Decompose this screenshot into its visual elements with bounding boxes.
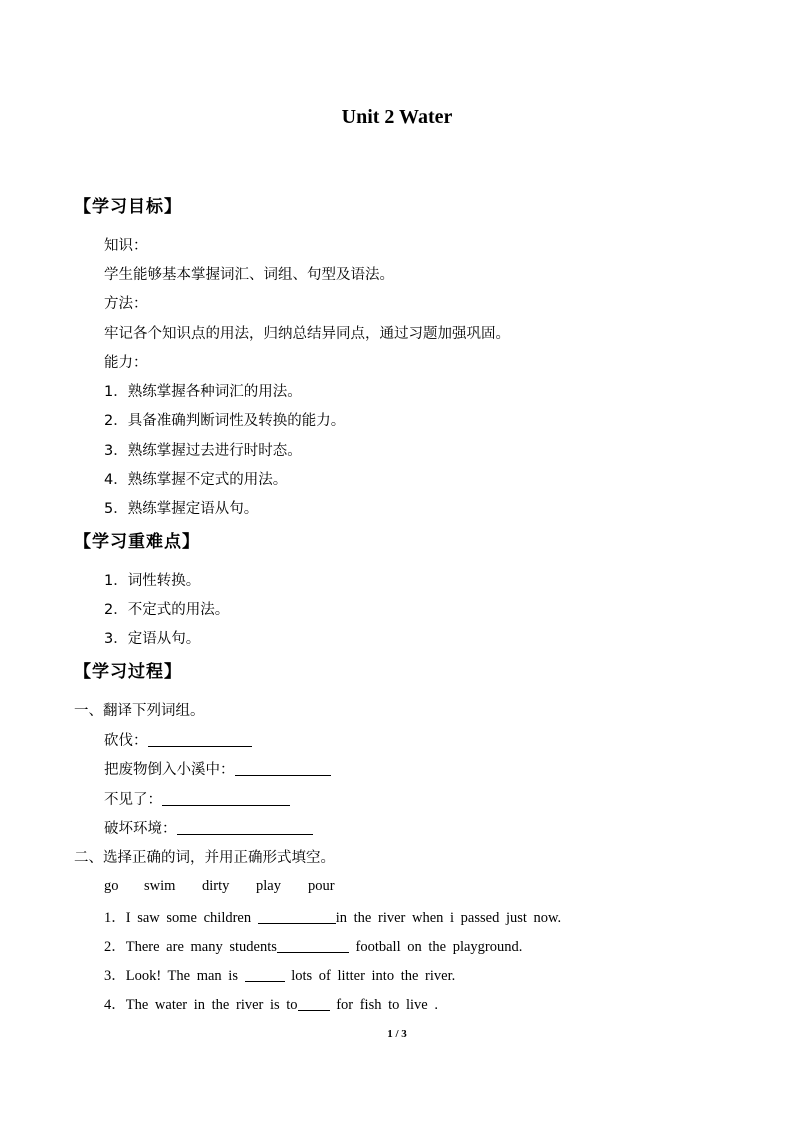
- ability-item: 5．熟练掌握定语从句。: [104, 501, 259, 517]
- translate-item: [104, 788, 290, 809]
- answer-blank[interactable]: [277, 938, 349, 953]
- translate-item-label: 把废物倒入小溪中：: [104, 762, 235, 778]
- question-text: 1．I saw some children: [104, 910, 258, 926]
- ability-item: 3．熟练掌握过去进行时时态。: [104, 443, 302, 459]
- word-bank-item: play: [256, 878, 281, 894]
- word-bank-item: swim: [144, 878, 176, 894]
- word-bank-item: dirty: [202, 878, 230, 894]
- ability-item: 4．熟练掌握不定式的用法。: [104, 472, 288, 488]
- answer-blank[interactable]: [235, 761, 331, 776]
- key-point-item: 2．不定式的用法。: [104, 602, 230, 618]
- fill-question: [104, 935, 522, 956]
- ability-label: 能力：: [104, 355, 148, 371]
- question-text: 2．There are many students: [104, 939, 277, 955]
- method-text: 牢记各个知识点的用法，归纳总结异同点，通过习题加强巩固。: [104, 326, 510, 342]
- translate-item: [104, 729, 252, 750]
- question-text: football on the playground.: [348, 939, 523, 955]
- word-bank-item: go: [104, 878, 119, 894]
- word-bank: [104, 878, 335, 895]
- answer-blank[interactable]: [245, 967, 285, 982]
- question-text: lots of litter into the river.: [284, 968, 456, 984]
- key-point-item: 1．词性转换。: [104, 573, 201, 589]
- knowledge-label: 知识：: [104, 238, 148, 254]
- fill-question: [104, 993, 438, 1014]
- part2-title: 二、选择正确的词，并用正确形式填空。: [74, 850, 335, 866]
- question-text: in the river when i passed just now.: [335, 910, 562, 926]
- word-bank-item: pour: [308, 878, 335, 894]
- answer-blank[interactable]: [258, 909, 336, 924]
- translate-item-label: 破坏环境：: [104, 821, 177, 837]
- key-point-item: 3．定语从句。: [104, 631, 201, 647]
- knowledge-text: 学生能够基本掌握词汇、词组、句型及语法。: [104, 267, 394, 283]
- answer-blank[interactable]: [298, 996, 330, 1011]
- section-heading-process: 【学习过程】: [74, 662, 182, 682]
- question-text: 3．Look! The man is: [104, 968, 245, 984]
- section-heading-key-points: 【学习重难点】: [74, 532, 200, 552]
- fill-question: [104, 906, 561, 927]
- answer-blank[interactable]: [177, 820, 313, 835]
- translate-item-label: 砍伐：: [104, 733, 148, 749]
- translate-item: [104, 758, 331, 779]
- question-text: 4．The water in the river is to: [104, 997, 298, 1013]
- fill-question: [104, 964, 455, 985]
- page-number: 1 / 3: [387, 1028, 407, 1040]
- translate-item-label: 不见了：: [104, 792, 162, 808]
- part1-title: 一、翻译下列词组。: [74, 703, 205, 719]
- section-heading-goals: 【学习目标】: [74, 197, 182, 217]
- page-title: Unit 2 Water: [341, 106, 453, 128]
- question-text: for fish to live .: [329, 997, 438, 1013]
- ability-item: 1．熟练掌握各种词汇的用法。: [104, 384, 302, 400]
- answer-blank[interactable]: [162, 791, 290, 806]
- answer-blank[interactable]: [148, 732, 252, 747]
- translate-item: [104, 817, 313, 838]
- method-label: 方法：: [104, 296, 148, 312]
- ability-item: 2．具备准确判断词性及转换的能力。: [104, 413, 346, 429]
